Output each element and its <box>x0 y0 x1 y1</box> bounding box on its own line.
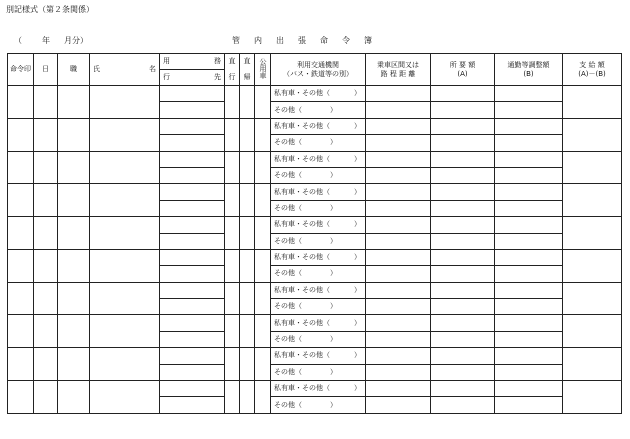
cell-transport-other[interactable] <box>271 200 366 216</box>
header-destination <box>160 70 225 86</box>
cell-transport-other[interactable] <box>271 331 366 347</box>
cell-direct-go[interactable] <box>225 348 240 381</box>
transport-close-paren: ） <box>354 285 361 294</box>
cell-direct-return[interactable] <box>240 151 255 184</box>
cell-commute[interactable] <box>495 331 563 347</box>
cell-day[interactable] <box>34 151 58 184</box>
record-row-top <box>8 315 622 331</box>
cell-day[interactable] <box>34 315 58 348</box>
cell-commute[interactable] <box>495 102 563 118</box>
header-commute <box>495 54 563 86</box>
cell-position[interactable] <box>58 249 90 282</box>
cell-required[interactable] <box>431 200 495 216</box>
cell-commute[interactable] <box>495 249 563 265</box>
cell-direct-return[interactable] <box>240 348 255 381</box>
cell-direct-return[interactable] <box>240 86 255 119</box>
cell-distance[interactable] <box>366 167 431 183</box>
cell-direct-go[interactable] <box>225 151 240 184</box>
transport-private-label: 私有車・その他（ <box>274 384 330 393</box>
cell-payment[interactable] <box>563 217 622 250</box>
header-destination-right: 先 <box>214 73 221 81</box>
cell-transport-private[interactable] <box>271 151 366 167</box>
cell-commute[interactable] <box>495 266 563 282</box>
record-row-top <box>8 348 622 364</box>
cell-position[interactable] <box>58 282 90 315</box>
cell-order-seal[interactable] <box>8 151 34 184</box>
header-business <box>160 54 225 70</box>
cell-destination[interactable] <box>160 167 225 183</box>
header-payment-2: (A)－(B) <box>578 69 606 78</box>
cell-required[interactable] <box>431 118 495 134</box>
cell-distance[interactable] <box>366 381 431 397</box>
transport-private-label: 私有車・その他（ <box>274 187 330 196</box>
cell-day[interactable] <box>34 282 58 315</box>
transport-close-paren: ） <box>330 236 337 245</box>
cell-required[interactable] <box>431 397 495 413</box>
cell-order-seal[interactable] <box>8 282 34 315</box>
cell-destination[interactable] <box>160 397 225 413</box>
header-position: 職 <box>58 54 90 86</box>
cell-name[interactable] <box>90 86 160 119</box>
record-row-top <box>8 118 622 134</box>
cell-name[interactable] <box>90 184 160 217</box>
cell-transport-other[interactable] <box>271 397 366 413</box>
cell-order-seal[interactable] <box>8 86 34 119</box>
cell-business[interactable] <box>160 86 225 102</box>
cell-required[interactable] <box>431 86 495 102</box>
cell-official-car[interactable] <box>255 282 271 315</box>
cell-direct-go[interactable] <box>225 315 240 348</box>
cell-transport-private[interactable] <box>271 348 366 364</box>
cell-official-car[interactable] <box>255 315 271 348</box>
transport-close-paren: ） <box>354 351 361 360</box>
cell-destination[interactable] <box>160 102 225 118</box>
cell-transport-other[interactable] <box>271 167 366 183</box>
cell-direct-go[interactable] <box>225 86 240 119</box>
cell-transport-other[interactable] <box>271 102 366 118</box>
cell-business[interactable] <box>160 348 225 364</box>
header-distance <box>366 54 431 86</box>
cell-business[interactable] <box>160 118 225 134</box>
header-direct-return <box>240 54 255 86</box>
cell-day[interactable] <box>34 217 58 250</box>
order-register-table <box>7 53 622 414</box>
cell-destination[interactable] <box>160 200 225 216</box>
cell-direct-return[interactable] <box>240 118 255 151</box>
cell-transport-private[interactable] <box>271 217 366 233</box>
cell-position[interactable] <box>58 381 90 414</box>
cell-distance[interactable] <box>366 331 431 347</box>
transport-private-label: 私有車・その他（ <box>274 351 330 360</box>
cell-distance[interactable] <box>366 135 431 151</box>
header-order-seal: 命令印 <box>8 54 34 86</box>
cell-name[interactable] <box>90 151 160 184</box>
header-business-left: 用 <box>163 57 170 65</box>
register-rows <box>8 86 622 414</box>
cell-direct-go[interactable] <box>225 282 240 315</box>
header-transport-2: （バス・鉄道等の別） <box>283 69 353 78</box>
cell-commute[interactable] <box>495 348 563 364</box>
cell-official-car[interactable] <box>255 348 271 381</box>
cell-distance[interactable] <box>366 184 431 200</box>
period-year-label: 年 <box>42 36 50 45</box>
cell-distance[interactable] <box>366 151 431 167</box>
transport-private-label: 私有車・その他（ <box>274 220 330 229</box>
transport-close-paren: ） <box>354 121 361 130</box>
cell-name[interactable] <box>90 249 160 282</box>
cell-position[interactable] <box>58 217 90 250</box>
cell-position[interactable] <box>58 184 90 217</box>
cell-business[interactable] <box>160 184 225 200</box>
period-open: （ <box>14 36 22 45</box>
transport-close-paren: ） <box>354 220 361 229</box>
cell-direct-return[interactable] <box>240 282 255 315</box>
transport-private-label: 私有車・その他（ <box>274 154 330 163</box>
header-name-right: 名 <box>149 65 156 73</box>
header-payment <box>563 54 622 86</box>
cell-distance[interactable] <box>366 282 431 298</box>
cell-name[interactable] <box>90 217 160 250</box>
header-official-car-text: 公用車 <box>259 58 267 79</box>
cell-distance[interactable] <box>366 364 431 380</box>
document-title: 管内出張命令簿 <box>232 36 386 45</box>
cell-order-seal[interactable] <box>8 217 34 250</box>
header-required <box>431 54 495 86</box>
cell-position[interactable] <box>58 86 90 119</box>
transport-close-paren: ） <box>330 335 337 344</box>
transport-private-label: 私有車・その他（ <box>274 253 330 262</box>
cell-commute[interactable] <box>495 381 563 397</box>
cell-distance[interactable] <box>366 102 431 118</box>
cell-official-car[interactable] <box>255 86 271 119</box>
transport-close-paren: ） <box>354 384 361 393</box>
cell-official-car[interactable] <box>255 118 271 151</box>
record-row-top <box>8 217 622 233</box>
transport-private-label: 私有車・その他（ <box>274 285 330 294</box>
cell-destination[interactable] <box>160 135 225 151</box>
header-required-2: (A) <box>457 69 468 78</box>
transport-other-label: その他（ <box>274 171 302 180</box>
cell-required[interactable] <box>431 364 495 380</box>
cell-payment[interactable] <box>563 315 622 348</box>
cell-transport-private[interactable] <box>271 118 366 134</box>
cell-direct-return[interactable] <box>240 217 255 250</box>
cell-direct-go[interactable] <box>225 217 240 250</box>
cell-direct-go[interactable] <box>225 249 240 282</box>
header-direct-return-2: 帰 <box>243 73 251 81</box>
cell-required[interactable] <box>431 102 495 118</box>
transport-other-label: その他（ <box>274 105 302 114</box>
cell-destination[interactable] <box>160 233 225 249</box>
cell-name[interactable] <box>90 348 160 381</box>
cell-transport-other[interactable] <box>271 135 366 151</box>
cell-payment[interactable] <box>563 86 622 119</box>
header-distance-1: 乗車区間又は <box>377 60 419 69</box>
cell-name[interactable] <box>90 118 160 151</box>
record-row-top <box>8 381 622 397</box>
cell-payment[interactable] <box>563 151 622 184</box>
header-day: 日 <box>34 54 58 86</box>
cell-day[interactable] <box>34 86 58 119</box>
cell-distance[interactable] <box>366 86 431 102</box>
cell-distance[interactable] <box>366 249 431 265</box>
header-transport <box>271 54 366 86</box>
header-commute-2: (B) <box>523 69 534 78</box>
cell-distance[interactable] <box>366 233 431 249</box>
header-transport-1: 利用交通機関 <box>297 60 339 69</box>
cell-commute[interactable] <box>495 282 563 298</box>
cell-name[interactable] <box>90 315 160 348</box>
header-direct-go-2: 行 <box>228 73 236 81</box>
cell-commute[interactable] <box>495 397 563 413</box>
cell-business[interactable] <box>160 282 225 298</box>
cell-transport-other[interactable] <box>271 364 366 380</box>
cell-commute[interactable] <box>495 299 563 315</box>
cell-transport-private[interactable] <box>271 315 366 331</box>
header-payment-1: 支 給 額 <box>579 60 605 69</box>
cell-required[interactable] <box>431 217 495 233</box>
cell-order-seal[interactable] <box>8 249 34 282</box>
cell-payment[interactable] <box>563 282 622 315</box>
header-name-left: 氏 <box>93 65 100 73</box>
header-distance-2: 路 程 距 離 <box>380 69 416 78</box>
record-row-top <box>8 184 622 200</box>
cell-position[interactable] <box>58 315 90 348</box>
transport-other-label: その他（ <box>274 203 302 212</box>
cell-required[interactable] <box>431 167 495 183</box>
cell-required[interactable] <box>431 233 495 249</box>
cell-day[interactable] <box>34 184 58 217</box>
record-row-top <box>8 86 622 102</box>
transport-close-paren: ） <box>330 171 337 180</box>
transport-other-label: その他（ <box>274 400 302 409</box>
cell-official-car[interactable] <box>255 151 271 184</box>
transport-other-label: その他（ <box>274 335 302 344</box>
transport-close-paren: ） <box>354 89 361 98</box>
cell-destination[interactable] <box>160 299 225 315</box>
cell-order-seal[interactable] <box>8 184 34 217</box>
cell-position[interactable] <box>58 151 90 184</box>
cell-required[interactable] <box>431 315 495 331</box>
cell-transport-private[interactable] <box>271 381 366 397</box>
cell-direct-go[interactable] <box>225 381 240 414</box>
transport-close-paren: ） <box>330 302 337 311</box>
cell-required[interactable] <box>431 331 495 347</box>
cell-required[interactable] <box>431 299 495 315</box>
transport-close-paren: ） <box>330 105 337 114</box>
transport-other-label: その他（ <box>274 138 302 147</box>
cell-required[interactable] <box>431 184 495 200</box>
cell-day[interactable] <box>34 118 58 151</box>
cell-transport-private[interactable] <box>271 249 366 265</box>
transport-private-label: 私有車・その他（ <box>274 318 330 327</box>
transport-other-label: その他（ <box>274 269 302 278</box>
cell-distance[interactable] <box>366 397 431 413</box>
cell-required[interactable] <box>431 381 495 397</box>
cell-distance[interactable] <box>366 266 431 282</box>
cell-commute[interactable] <box>495 233 563 249</box>
cell-distance[interactable] <box>366 200 431 216</box>
transport-other-label: その他（ <box>274 302 302 311</box>
cell-distance[interactable] <box>366 348 431 364</box>
cell-payment[interactable] <box>563 381 622 414</box>
cell-commute[interactable] <box>495 167 563 183</box>
transport-close-paren: ） <box>330 367 337 376</box>
cell-required[interactable] <box>431 135 495 151</box>
header-destination-left: 行 <box>163 73 170 81</box>
cell-required[interactable] <box>431 249 495 265</box>
transport-close-paren: ） <box>330 400 337 409</box>
period-month-label: 月分） <box>64 36 88 45</box>
header-name <box>90 54 160 86</box>
cell-direct-return[interactable] <box>240 249 255 282</box>
cell-direct-go[interactable] <box>225 118 240 151</box>
form-id: 別記様式（第２条関係） <box>6 5 94 14</box>
cell-business[interactable] <box>160 249 225 265</box>
transport-close-paren: ） <box>330 203 337 212</box>
cell-transport-other[interactable] <box>271 299 366 315</box>
cell-required[interactable] <box>431 151 495 167</box>
cell-transport-private[interactable] <box>271 282 366 298</box>
cell-commute[interactable] <box>495 364 563 380</box>
cell-commute[interactable] <box>495 184 563 200</box>
cell-direct-return[interactable] <box>240 381 255 414</box>
cell-official-car[interactable] <box>255 184 271 217</box>
header-business-right: 務 <box>214 57 221 65</box>
cell-payment[interactable] <box>563 249 622 282</box>
cell-destination[interactable] <box>160 331 225 347</box>
transport-close-paren: ） <box>354 154 361 163</box>
cell-direct-return[interactable] <box>240 315 255 348</box>
header-direct-return-1: 直 <box>243 57 251 65</box>
cell-distance[interactable] <box>366 118 431 134</box>
cell-day[interactable] <box>34 249 58 282</box>
cell-name[interactable] <box>90 282 160 315</box>
cell-commute[interactable] <box>495 118 563 134</box>
cell-day[interactable] <box>34 348 58 381</box>
cell-business[interactable] <box>160 151 225 167</box>
transport-private-label: 私有車・その他（ <box>274 121 330 130</box>
cell-commute[interactable] <box>495 135 563 151</box>
cell-direct-return[interactable] <box>240 184 255 217</box>
cell-business[interactable] <box>160 217 225 233</box>
transport-other-label: その他（ <box>274 367 302 376</box>
cell-distance[interactable] <box>366 299 431 315</box>
cell-payment[interactable] <box>563 118 622 151</box>
cell-commute[interactable] <box>495 86 563 102</box>
cell-order-seal[interactable] <box>8 315 34 348</box>
cell-direct-go[interactable] <box>225 184 240 217</box>
transport-close-paren: ） <box>354 187 361 196</box>
transport-private-label: 私有車・その他（ <box>274 89 330 98</box>
cell-distance[interactable] <box>366 315 431 331</box>
cell-official-car[interactable] <box>255 381 271 414</box>
transport-close-paren: ） <box>354 318 361 327</box>
cell-transport-other[interactable] <box>271 233 366 249</box>
header-direct-go <box>225 54 240 86</box>
cell-commute[interactable] <box>495 151 563 167</box>
transport-close-paren: ） <box>330 269 337 278</box>
record-row-top <box>8 151 622 167</box>
record-row-top <box>8 282 622 298</box>
cell-transport-private[interactable] <box>271 86 366 102</box>
cell-destination[interactable] <box>160 364 225 380</box>
cell-position[interactable] <box>58 118 90 151</box>
header-direct-go-1: 直 <box>228 57 236 65</box>
cell-commute[interactable] <box>495 217 563 233</box>
cell-required[interactable] <box>431 348 495 364</box>
cell-required[interactable] <box>431 282 495 298</box>
header-official-car <box>255 54 271 86</box>
cell-required[interactable] <box>431 266 495 282</box>
cell-distance[interactable] <box>366 217 431 233</box>
cell-official-car[interactable] <box>255 249 271 282</box>
cell-day[interactable] <box>34 381 58 414</box>
header-required-1: 所 要 額 <box>449 60 476 69</box>
transport-close-paren: ） <box>354 253 361 262</box>
cell-commute[interactable] <box>495 200 563 216</box>
cell-business[interactable] <box>160 381 225 397</box>
header-commute-1: 通勤等調整額 <box>507 60 550 69</box>
cell-official-car[interactable] <box>255 217 271 250</box>
record-row-top <box>8 249 622 265</box>
transport-close-paren: ） <box>330 138 337 147</box>
cell-order-seal[interactable] <box>8 348 34 381</box>
cell-payment[interactable] <box>563 184 622 217</box>
cell-commute[interactable] <box>495 315 563 331</box>
cell-transport-private[interactable] <box>271 184 366 200</box>
cell-position[interactable] <box>58 348 90 381</box>
cell-business[interactable] <box>160 315 225 331</box>
cell-name[interactable] <box>90 381 160 414</box>
transport-other-label: その他（ <box>274 236 302 245</box>
cell-transport-other[interactable] <box>271 266 366 282</box>
cell-destination[interactable] <box>160 266 225 282</box>
cell-order-seal[interactable] <box>8 118 34 151</box>
cell-payment[interactable] <box>563 348 622 381</box>
cell-order-seal[interactable] <box>8 381 34 414</box>
